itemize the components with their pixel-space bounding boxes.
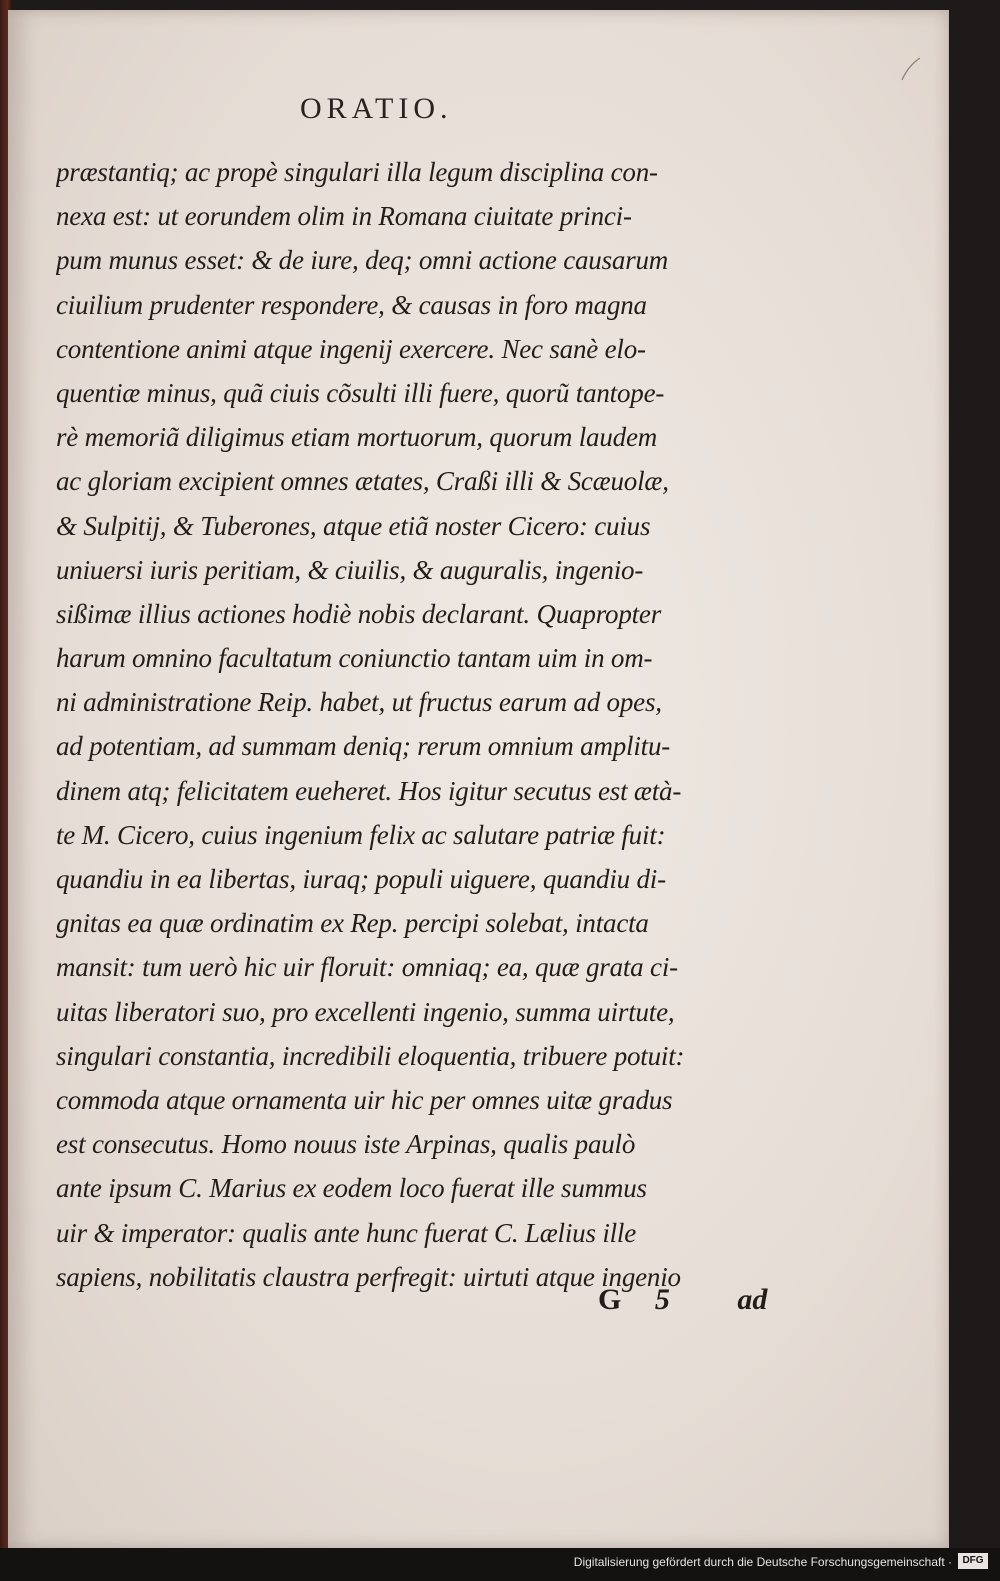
text-line: te M. Cicero, cuius ingenium felix ac salutare patriæ fuit: xyxy=(56,819,666,850)
text-line: sißimæ illius actiones hodiè nobis declarant. Quapropter xyxy=(56,598,662,629)
signature-letter: G xyxy=(598,1283,622,1316)
text-line: quentiæ minus, quã ciuis cõsulti illi fuere, quorũ tantope- xyxy=(56,377,665,408)
text-line: mansit: tum uerò hic uir floruit: omniaq; ea, quæ grata ci- xyxy=(56,952,678,983)
text-line: ad potentiam, ad summam deniq; rerum omnium amplitu- xyxy=(56,731,671,762)
text-line: nexa est: ut eorundem olim in Romana ciuitate princi- xyxy=(56,201,632,232)
running-head: ORATIO. xyxy=(300,92,453,125)
text-line: ante ipsum C. Marius ex eodem loco fuerat ille summus xyxy=(56,1173,647,1204)
text-line: singulari constantia, incredibili eloquentia, tribuere potuit: xyxy=(56,1040,685,1071)
signature-line xyxy=(598,1283,767,1317)
text-line: pum munus esset: & de iure, deq; omni actione causarum xyxy=(56,245,669,276)
text-line: gnitas ea quæ ordinatim ex Rep. percipi solebat, intacta xyxy=(56,908,649,939)
signature-number: 5 xyxy=(654,1283,670,1316)
text-line: uniuersi iuris peritiam, & ciuilis, & auguralis, ingenio- xyxy=(56,554,644,585)
footer-credit: Digitalisierung gefördert durch die Deutsche Forschungsgemeinschaft · xyxy=(573,1555,952,1569)
text-line: contentione animi atque ingenij exercere. Nec sanè elo- xyxy=(56,333,646,364)
page-body-text xyxy=(56,150,816,1299)
text-line: ciuilium prudenter respondere, & causas in foro magna xyxy=(56,289,647,320)
text-line: est consecutus. Homo nouus iste Arpinas, qualis paulò xyxy=(56,1129,636,1160)
text-line: præstantiq; ac propè singulari illa legum disciplina con- xyxy=(56,157,658,187)
text-line: dinem atq; felicitatem eueheret. Hos igitur secutus est ætà- xyxy=(56,775,682,806)
text-line: & Sulpitij, & Tuberones, atque etiã noster Cicero: cuius xyxy=(56,510,651,541)
text-line: rè memoriã diligimus etiam mortuorum, quorum laudem xyxy=(56,422,658,453)
text-line: uitas liberatori suo, pro excellenti ingenio, summa uirtute, xyxy=(56,996,675,1027)
text-line: ni administratione Reip. habet, ut fructus earum ad opes, xyxy=(56,687,662,718)
dfg-logo: DFG xyxy=(958,1553,988,1569)
text-line: quandiu in ea libertas, iuraq; populi uiguere, quandiu di- xyxy=(56,864,666,894)
text-line: sapiens, nobilitatis claustra perfregit: uirtuti atque ingenio xyxy=(56,1261,681,1292)
pencil-mark-icon xyxy=(898,54,928,84)
text-line: commoda atque ornamenta uir hic per omnes uitæ gradus xyxy=(56,1084,673,1115)
catchword: ad xyxy=(737,1283,768,1316)
text-line: harum omnino facultatum coniunctio tantam uim in om- xyxy=(56,643,653,674)
text-line: ac gloriam excipient omnes ætates, Craßi illi & Scæuolæ, xyxy=(56,466,669,497)
text-line: uir & imperator: qualis ante hunc fuerat C. Lælius ille xyxy=(56,1217,637,1248)
